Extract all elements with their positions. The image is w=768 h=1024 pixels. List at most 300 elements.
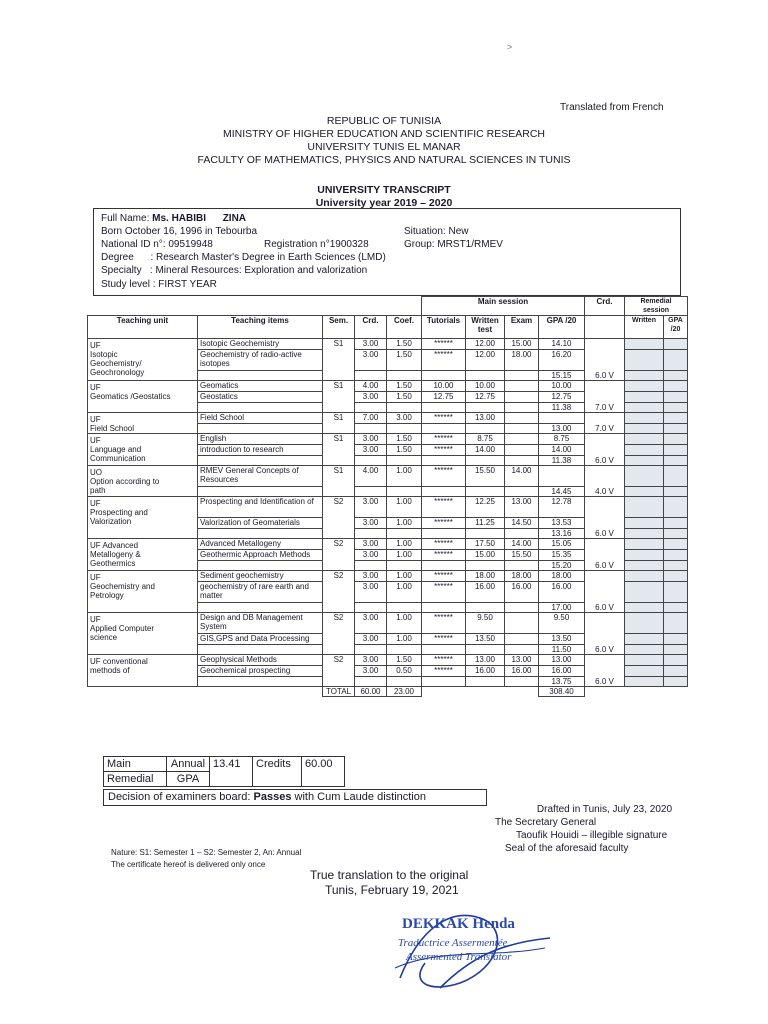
student-info-box bbox=[93, 208, 681, 296]
total-label: TOTAL bbox=[323, 687, 355, 697]
coefficient: 1.50 bbox=[387, 392, 422, 403]
column-header: Tutorials bbox=[422, 316, 466, 339]
remedial-written bbox=[625, 392, 664, 403]
remedial-gpa bbox=[664, 539, 688, 550]
credit: 3.00 bbox=[355, 434, 387, 445]
blank-cell bbox=[585, 687, 688, 697]
blank-cell bbox=[422, 677, 466, 687]
teaching-unit: UF Applied Computer science bbox=[88, 613, 198, 655]
column-header: Coef. bbox=[387, 316, 422, 339]
semester: S2 bbox=[323, 497, 355, 539]
exam: 16.00 bbox=[505, 666, 539, 677]
table-row bbox=[88, 381, 688, 392]
credit: 4.00 bbox=[355, 466, 387, 487]
blank-cell bbox=[422, 645, 466, 655]
exam: 16.00 bbox=[505, 582, 539, 603]
coefficient: 1.00 bbox=[387, 613, 422, 634]
table-row bbox=[88, 434, 688, 445]
blank-cell bbox=[505, 424, 539, 434]
header-line: MINISTRY OF HIGHER EDUCATION AND SCIENTIFIC RESEARCH bbox=[222, 128, 546, 140]
semester: S2 bbox=[323, 539, 355, 571]
teaching-unit: UF conventional methods of bbox=[88, 655, 198, 687]
table-row bbox=[88, 539, 688, 550]
stamp-line: Assermented Translator bbox=[406, 951, 512, 963]
credit: 3.00 bbox=[355, 634, 387, 645]
translation-line: True translation to the original bbox=[310, 868, 469, 882]
unit-credit: 7.0 V bbox=[585, 381, 625, 413]
registration-number: Registration n°1900328 bbox=[264, 239, 369, 250]
exam: 15.00 bbox=[505, 339, 539, 350]
coefficient: 0.50 bbox=[387, 666, 422, 677]
remedial-gpa bbox=[664, 339, 688, 350]
blank-cell bbox=[505, 403, 539, 413]
blank-cell bbox=[355, 371, 387, 381]
semester: S2 bbox=[323, 655, 355, 687]
column-header: GPA /20 bbox=[539, 316, 585, 339]
remedial-gpa bbox=[664, 677, 688, 687]
remedial-written bbox=[625, 634, 664, 645]
blank-cell bbox=[387, 371, 422, 381]
remedial-written bbox=[625, 550, 664, 561]
teaching-item: Field School bbox=[198, 413, 323, 424]
remedial-gpa bbox=[664, 518, 688, 529]
remedial-gpa bbox=[664, 603, 688, 613]
crd-header: Crd. bbox=[585, 297, 625, 316]
table-row bbox=[88, 497, 688, 518]
blank-cell bbox=[198, 677, 323, 687]
examiners-decision bbox=[103, 789, 487, 806]
blank-cell bbox=[198, 603, 323, 613]
national-id: National ID n°: 09519948 bbox=[101, 239, 213, 250]
teaching-item: Geothermic Approach Methods bbox=[198, 550, 323, 561]
remedial-gpa bbox=[664, 466, 688, 487]
teaching-item: geochemistry of rare earth and matter bbox=[198, 582, 323, 603]
semester: S1 bbox=[323, 466, 355, 497]
gpa: 8.75 bbox=[539, 434, 585, 445]
written-test: 12.25 bbox=[466, 497, 505, 518]
remedial-gpa bbox=[664, 424, 688, 434]
remedial-written bbox=[625, 518, 664, 529]
translation-date: Tunis, February 19, 2021 bbox=[325, 883, 459, 897]
unit-credit: 6.0 V bbox=[585, 613, 625, 655]
remedial-written bbox=[625, 403, 664, 413]
unit-credit: 6.0 V bbox=[585, 339, 625, 381]
blank-cell bbox=[466, 403, 505, 413]
gpa: 13.50 bbox=[539, 634, 585, 645]
delivered-note: The certificate hereof is delivered only once bbox=[111, 860, 266, 869]
remedial-gpa bbox=[664, 582, 688, 603]
written-test: 18.00 bbox=[466, 571, 505, 582]
blank-cell bbox=[198, 403, 323, 413]
blank-cell bbox=[505, 561, 539, 571]
tutorials: ****** bbox=[422, 550, 466, 561]
remedial-written bbox=[625, 529, 664, 539]
secretary-role: The Secretary General bbox=[495, 817, 597, 828]
coefficient: 3.00 bbox=[387, 413, 422, 424]
full-name: Ms. HABIBI ZINA bbox=[152, 213, 247, 224]
blank-cell bbox=[198, 529, 323, 539]
tutorials: ****** bbox=[422, 413, 466, 424]
unit-gpa: 15.20 bbox=[539, 561, 585, 571]
coefficient: 1.50 bbox=[387, 434, 422, 445]
unit-gpa: 11.38 bbox=[539, 403, 585, 413]
document-title: UNIVERSITY TRANSCRIPT bbox=[317, 184, 451, 196]
exam bbox=[505, 381, 539, 392]
blank-cell bbox=[387, 456, 422, 466]
remedial-written bbox=[625, 381, 664, 392]
blank-cell bbox=[422, 487, 466, 497]
remedial-gpa bbox=[664, 371, 688, 381]
credit: 3.00 bbox=[355, 518, 387, 529]
remedial-gpa bbox=[664, 434, 688, 445]
tutorials: ****** bbox=[422, 655, 466, 666]
gpa: 15.35 bbox=[539, 550, 585, 561]
teaching-item: Advanced Metallogeny bbox=[198, 539, 323, 550]
gpa: 9.50 bbox=[539, 613, 585, 634]
decision-label: Decision of examiners board: bbox=[108, 791, 251, 803]
stamp-line: Traductrice Assermentée bbox=[398, 937, 508, 949]
remedial-written bbox=[625, 561, 664, 571]
remedial-gpa bbox=[664, 561, 688, 571]
blank-cell bbox=[466, 645, 505, 655]
gpa bbox=[539, 413, 585, 424]
written-test: 12.75 bbox=[466, 392, 505, 403]
remedial-written bbox=[625, 371, 664, 381]
exam: 18.00 bbox=[505, 571, 539, 582]
tutorials: ****** bbox=[422, 666, 466, 677]
blank-cell bbox=[505, 456, 539, 466]
written-test: 16.00 bbox=[466, 582, 505, 603]
exam bbox=[505, 613, 539, 634]
born: Born October 16, 1996 in Tebourba bbox=[101, 226, 258, 237]
tutorials: ****** bbox=[422, 613, 466, 634]
exam bbox=[505, 445, 539, 456]
tutorials: ****** bbox=[422, 445, 466, 456]
blank-cell bbox=[466, 561, 505, 571]
unit-gpa: 13.00 bbox=[539, 424, 585, 434]
remedial-gpa bbox=[664, 487, 688, 497]
coefficient: 1.00 bbox=[387, 518, 422, 529]
remedial-written bbox=[625, 539, 664, 550]
unit-credit: 4.0 V bbox=[585, 466, 625, 497]
teaching-item: Prospecting and Identification of bbox=[198, 497, 323, 518]
total-coefficient: 23.00 bbox=[387, 687, 422, 697]
remedial-gpa bbox=[664, 413, 688, 424]
header-line: UNIVERSITY TUNIS EL MANAR bbox=[307, 141, 461, 153]
exam: 13.00 bbox=[505, 497, 539, 518]
unit-credit: 6.0 V bbox=[585, 434, 625, 466]
blank-cell bbox=[466, 456, 505, 466]
semester: S1 bbox=[323, 413, 355, 434]
teaching-item: RMEV General Concepts of Resources bbox=[198, 466, 323, 487]
teaching-item: Geostatics bbox=[198, 392, 323, 403]
blank-cell bbox=[466, 424, 505, 434]
remedial-gpa bbox=[664, 550, 688, 561]
tutorials: ****** bbox=[422, 634, 466, 645]
blank-cell bbox=[466, 677, 505, 687]
gpa: 16.20 bbox=[539, 350, 585, 371]
coefficient: 1.50 bbox=[387, 445, 422, 456]
written-test: 17.50 bbox=[466, 539, 505, 550]
teaching-item: Sediment geochemistry bbox=[198, 571, 323, 582]
tutorials: ****** bbox=[422, 466, 466, 487]
tutorials: ****** bbox=[422, 571, 466, 582]
secretary-name: Taoufik Houidi – illegible signature bbox=[516, 830, 668, 841]
column-header: Written bbox=[625, 316, 664, 339]
semester: S2 bbox=[323, 613, 355, 655]
full-name-row bbox=[101, 213, 246, 226]
blank-cell bbox=[387, 677, 422, 687]
exam bbox=[505, 413, 539, 424]
teaching-item: introduction to research bbox=[198, 445, 323, 456]
teaching-item: Isotopic Geochemistry bbox=[198, 339, 323, 350]
blank-cell bbox=[198, 561, 323, 571]
teaching-item: Geochemistry of radio-active isotopes bbox=[198, 350, 323, 371]
blank-cell bbox=[422, 424, 466, 434]
coefficient: 1.50 bbox=[387, 381, 422, 392]
blank-cell bbox=[387, 403, 422, 413]
table-row bbox=[88, 571, 688, 582]
gpa: 16.00 bbox=[539, 582, 585, 603]
coefficient: 1.50 bbox=[387, 655, 422, 666]
blank-cell bbox=[505, 371, 539, 381]
table-row bbox=[88, 339, 688, 350]
column-header: Teaching unit bbox=[88, 316, 198, 339]
remedial-written bbox=[625, 645, 664, 655]
gpa-label: GPA bbox=[167, 772, 210, 787]
blank-cell bbox=[198, 456, 323, 466]
faculty-seal-note: Seal of the aforesaid faculty bbox=[505, 843, 629, 854]
written-test: 12.00 bbox=[466, 350, 505, 371]
credit: 3.00 bbox=[355, 550, 387, 561]
header-line: REPUBLIC OF TUNISIA bbox=[326, 115, 442, 127]
gpa: 13.53 bbox=[539, 518, 585, 529]
remedial-label: Remedial bbox=[104, 772, 167, 787]
blank-cell bbox=[466, 529, 505, 539]
credit: 3.00 bbox=[355, 497, 387, 518]
study-level: Study level : FIRST YEAR bbox=[101, 279, 217, 290]
column-header-row bbox=[88, 316, 688, 339]
credit: 3.00 bbox=[355, 445, 387, 456]
remedial-header: Remedial session bbox=[625, 297, 688, 316]
teaching-item: Geophysical Methods bbox=[198, 655, 323, 666]
column-header: Teaching items bbox=[198, 316, 323, 339]
teaching-item: Geomatics bbox=[198, 381, 323, 392]
table-row bbox=[88, 413, 688, 424]
coefficient: 1.00 bbox=[387, 571, 422, 582]
written-test: 10.00 bbox=[466, 381, 505, 392]
gpa-value: 13.41 bbox=[210, 757, 253, 787]
gpa: 14.10 bbox=[539, 339, 585, 350]
exam bbox=[505, 392, 539, 403]
unit-credit: 6.0 V bbox=[585, 497, 625, 539]
decision-value: Passes bbox=[253, 791, 292, 803]
written-test: 14.00 bbox=[466, 445, 505, 456]
coefficient: 1.00 bbox=[387, 634, 422, 645]
blank-cell bbox=[422, 371, 466, 381]
coefficient: 1.00 bbox=[387, 582, 422, 603]
teaching-unit: UF Geochemistry and Petrology bbox=[88, 571, 198, 613]
translated-note: Translated from French bbox=[560, 102, 664, 113]
blank-cell bbox=[387, 561, 422, 571]
teaching-unit: UF Isotopic Geochemistry/ Geochronology bbox=[88, 339, 198, 381]
unit-gpa: 11.38 bbox=[539, 456, 585, 466]
gpa bbox=[539, 466, 585, 487]
blank-cell bbox=[355, 529, 387, 539]
credit: 3.00 bbox=[355, 666, 387, 677]
blank-cell bbox=[505, 677, 539, 687]
semester: S1 bbox=[323, 434, 355, 466]
credit: 3.00 bbox=[355, 392, 387, 403]
main-session-header: Main session bbox=[422, 297, 585, 316]
coefficient: 1.00 bbox=[387, 497, 422, 518]
remedial-written bbox=[625, 497, 664, 518]
teaching-unit: UF Geomatics /Geostatics bbox=[88, 381, 198, 413]
tutorials: 10.00 bbox=[422, 381, 466, 392]
institution-header bbox=[0, 115, 768, 167]
decision-rest: with Cum Laude distinction bbox=[294, 791, 426, 803]
blank-cell bbox=[355, 677, 387, 687]
remedial-written bbox=[625, 424, 664, 434]
remedial-gpa bbox=[664, 392, 688, 403]
full-name-label: Full Name: bbox=[101, 213, 150, 224]
tutorials: ****** bbox=[422, 339, 466, 350]
blank-cell bbox=[88, 687, 323, 697]
blank-cell bbox=[422, 529, 466, 539]
remedial-gpa bbox=[664, 634, 688, 645]
column-header: Exam bbox=[505, 316, 539, 339]
credit: 3.00 bbox=[355, 582, 387, 603]
coefficient: 1.50 bbox=[387, 350, 422, 371]
unit-credit: 6.0 V bbox=[585, 571, 625, 613]
tutorials: ****** bbox=[422, 518, 466, 529]
written-test: 13.50 bbox=[466, 634, 505, 645]
written-test: 15.00 bbox=[466, 550, 505, 561]
written-test: 15.50 bbox=[466, 466, 505, 487]
remedial-gpa bbox=[664, 403, 688, 413]
remedial-gpa bbox=[664, 655, 688, 666]
blank-cell bbox=[466, 487, 505, 497]
coefficient: 1.00 bbox=[387, 550, 422, 561]
unit-credit: 7.0 V bbox=[585, 413, 625, 434]
tutorials: ****** bbox=[422, 350, 466, 371]
total-gpa: 308.40 bbox=[539, 687, 585, 697]
tutorials: ****** bbox=[422, 539, 466, 550]
stamp-name: DEKKAK Henda bbox=[402, 916, 515, 932]
remedial-gpa bbox=[664, 456, 688, 466]
blank-cell bbox=[387, 645, 422, 655]
written-test: 13.00 bbox=[466, 413, 505, 424]
exam: 15.50 bbox=[505, 550, 539, 561]
translator-stamp bbox=[380, 888, 560, 998]
table-row bbox=[88, 613, 688, 634]
remedial-gpa bbox=[664, 571, 688, 582]
remedial-gpa bbox=[664, 381, 688, 392]
remedial-written bbox=[625, 339, 664, 350]
table-row bbox=[88, 655, 688, 666]
remedial-written bbox=[625, 571, 664, 582]
credit: 3.00 bbox=[355, 539, 387, 550]
remedial-written bbox=[625, 613, 664, 634]
remedial-gpa bbox=[664, 445, 688, 456]
remedial-gpa bbox=[664, 613, 688, 634]
blank-cell bbox=[198, 424, 323, 434]
written-test: 13.00 bbox=[466, 655, 505, 666]
blank-cell bbox=[466, 687, 505, 697]
degree: Degree : Research Master's Degree in Earth Sciences (LMD) bbox=[101, 252, 386, 263]
written-test: 9.50 bbox=[466, 613, 505, 634]
annual-label: Annual bbox=[167, 757, 210, 772]
coefficient: 1.00 bbox=[387, 539, 422, 550]
blank-cell bbox=[198, 645, 323, 655]
blank-cell bbox=[387, 424, 422, 434]
column-header: GPA /20 bbox=[664, 316, 688, 339]
unit-gpa: 13.16 bbox=[539, 529, 585, 539]
table-row bbox=[88, 466, 688, 487]
transcript-table bbox=[87, 296, 688, 697]
credit: 3.00 bbox=[355, 339, 387, 350]
blank-cell bbox=[88, 297, 422, 316]
credits-label: Credits bbox=[253, 757, 302, 787]
blank-cell bbox=[355, 487, 387, 497]
column-header: Crd. bbox=[355, 316, 387, 339]
teaching-item: Valorization of Geomaterials bbox=[198, 518, 323, 529]
exam: 18.00 bbox=[505, 350, 539, 371]
remedial-written bbox=[625, 350, 664, 371]
remedial-written bbox=[625, 413, 664, 424]
blank-cell bbox=[505, 487, 539, 497]
remedial-written bbox=[625, 582, 664, 603]
blank-cell bbox=[422, 403, 466, 413]
gpa: 13.00 bbox=[539, 655, 585, 666]
unit-credit: 6.0 V bbox=[585, 539, 625, 571]
credit: 3.00 bbox=[355, 350, 387, 371]
coefficient: 1.50 bbox=[387, 339, 422, 350]
gpa: 12.78 bbox=[539, 497, 585, 518]
written-test: 8.75 bbox=[466, 434, 505, 445]
unit-gpa: 13.75 bbox=[539, 677, 585, 687]
teaching-unit: UF Language and Communication bbox=[88, 434, 198, 466]
remedial-gpa bbox=[664, 666, 688, 677]
blank-cell bbox=[355, 561, 387, 571]
remedial-gpa bbox=[664, 645, 688, 655]
credits-value: 60.00 bbox=[302, 757, 345, 787]
blank-cell bbox=[422, 456, 466, 466]
tutorials: ****** bbox=[422, 497, 466, 518]
semester: S1 bbox=[323, 381, 355, 413]
group-header-row bbox=[88, 297, 688, 316]
written-test: 16.00 bbox=[466, 666, 505, 677]
teaching-unit: UF Advanced Metallogeny & Geothermics bbox=[88, 539, 198, 571]
written-test: 11.25 bbox=[466, 518, 505, 529]
remedial-written bbox=[625, 677, 664, 687]
remedial-written bbox=[625, 466, 664, 487]
group: Group: MRST1/RMEV bbox=[404, 239, 503, 250]
blank-cell bbox=[466, 371, 505, 381]
teaching-item: English bbox=[198, 434, 323, 445]
exam: 14.50 bbox=[505, 518, 539, 529]
column-header: Sem. bbox=[323, 316, 355, 339]
remedial-written bbox=[625, 445, 664, 456]
teaching-item: Design and DB Management System bbox=[198, 613, 323, 634]
remedial-gpa bbox=[664, 497, 688, 518]
blank-cell bbox=[198, 371, 323, 381]
blank-cell bbox=[505, 645, 539, 655]
gpa: 15.05 bbox=[539, 539, 585, 550]
remedial-written bbox=[625, 456, 664, 466]
total-credit: 60.00 bbox=[355, 687, 387, 697]
blank-cell bbox=[422, 603, 466, 613]
